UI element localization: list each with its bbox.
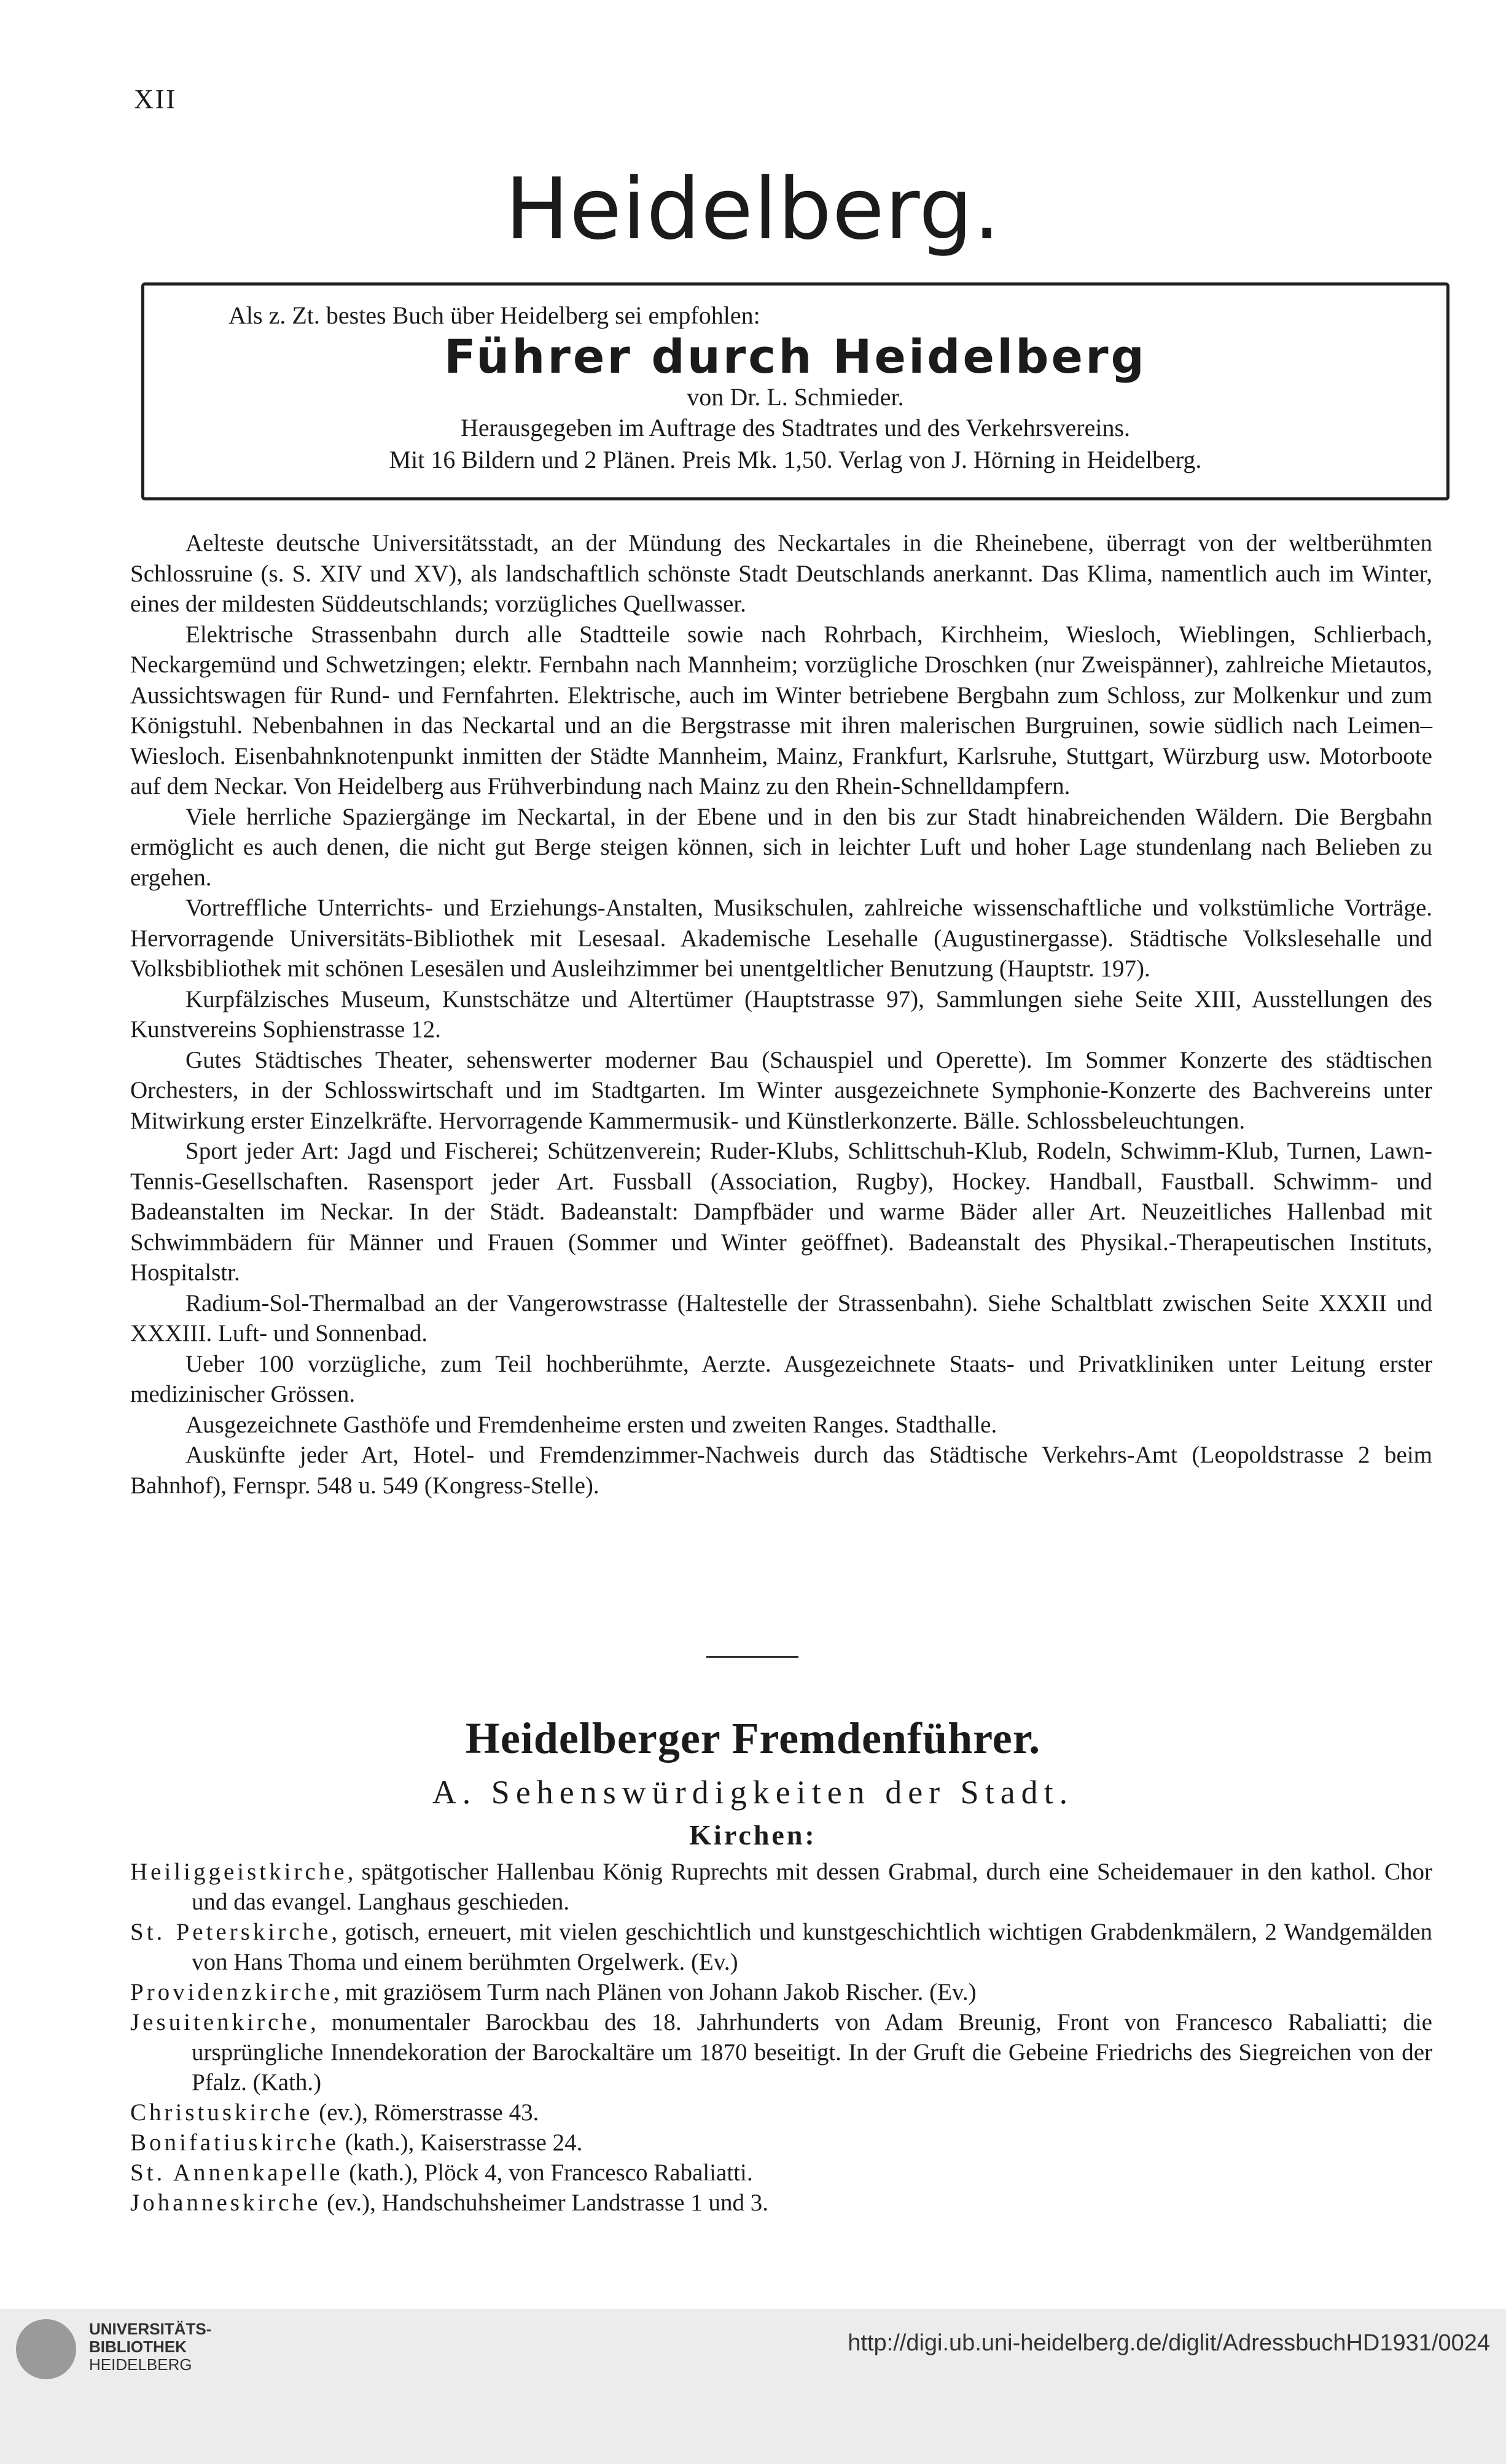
church-name: Johanneskirche xyxy=(130,2190,321,2216)
paragraph: Elektrische Strassenbahn durch alle Stadtteile sowie nach Rohrbach, Kirchheim, Wiesloch, Wieblingen, Schlierbach, Neckargemünd und Schwetzingen; elektr. Fernbahn nach Mannheim; vorzügliche Droschken (nur Zweispänner), zahlreiche Mietautos, Aussichtswagen für Rund- und Fernfahrten. Elektrische, auch im Winter betriebene Bergbahn zum Schloss, zur Molkenkur und zum Königstuhl. Nebenbahnen in das Neckartal und an die Bergstrasse mit ihren malerischen Burgruinen, sowie südlich nach Leimen–Wiesloch. Eisenbahnknotenpunkt inmitten der Städte Mannheim, Mainz, Frankfurt, Karlsruhe, Stuttgart, Würzburg usw. Motorboote auf dem Neckar. Von Heidelberg aus Frühverbindung nach Mainz zu den Rhein-Schnelldampfern. xyxy=(130,621,1432,799)
paragraph: Radium-Sol-Thermalbad an der Vangerowstrasse (Haltestelle der Strassenbahn). Siehe Schaltblatt zwischen Seite XXXII und XXXIII. Luft- und Sonnenbad. xyxy=(130,1289,1432,1347)
list-item xyxy=(130,1857,1432,1917)
library-city: HEIDELBERG xyxy=(89,2355,192,2374)
section-heading: A. Sehenswürdigkeiten der Stadt. xyxy=(432,1774,1074,1811)
list-item xyxy=(130,2128,1432,2158)
ad-book-title: Führer durch Heidelberg xyxy=(444,329,1147,384)
church-description: , spätgotischer Hallenbau König Ruprechts mit dessen Grabmal, durch eine Scheidemauer in den kathol. Chor und das evangel. Langhaus geschieden. xyxy=(192,1859,1432,1915)
list-item xyxy=(130,1917,1432,1977)
church-list xyxy=(130,1857,1432,2218)
church-name: St. Peterskirche xyxy=(130,1919,332,1945)
church-name: St. Annenkapelle xyxy=(130,2159,343,2186)
church-name: Providenzkirche xyxy=(130,1979,334,2005)
paragraph: Auskünfte jeder Art, Hotel- und Fremdenzimmer-Nachweis durch das Städtische Verkehrs-Amt (Leopoldstrasse 2 beim Bahnhof), Fernspr. 548 u. 549 (Kongress-Stelle). xyxy=(130,1442,1432,1499)
book-advertisement xyxy=(141,282,1449,500)
ad-author: von Dr. L. Schmieder. xyxy=(687,383,904,411)
library-name-line: BIBLIOTHEK xyxy=(89,2338,187,2356)
church-description: , gotisch, erneuert, mit vielen geschichtlich und kunstgeschichtlich wichtigen Grabdenkmälern, 2 Wandgemälden von Hans Thoma und einem berühmten Orgelwerk. (Ev.) xyxy=(192,1919,1432,1975)
page-title: Heidelberg. xyxy=(505,160,1001,258)
list-item xyxy=(130,2158,1432,2188)
list-item xyxy=(130,2007,1432,2097)
church-description: , monumentaler Barockbau des 18. Jahrhunderts von Adam Breunig, Front von Francesco Rabaliatti; die ursprüngliche Innendekoration der Barockaltäre um 1870 beseitigt. In der Gruft die Gebeine Friedrichs des Siegreichen von der Pfalz. (Kath.) xyxy=(192,2009,1432,2096)
church-description: (ev.), Römerstrasse 43. xyxy=(313,2099,539,2126)
paragraph: Ausgezeichnete Gasthöfe und Fremdenheime ersten und zweiten Ranges. Stadthalle. xyxy=(185,1411,997,1438)
church-description: (kath.), Plöck 4, von Francesco Rabaliatti. xyxy=(343,2159,753,2186)
church-name: Jesuitenkirche xyxy=(130,2009,311,2035)
list-item xyxy=(130,1977,1432,2007)
paragraph: Viele herrliche Spaziergänge im Neckartal, in der Ebene und in den bis zur Stadt hinabreichenden Wäldern. Die Bergbahn ermöglicht es auch denen, die nicht gut Berge steigen können, sich in leichter Luft und hoher Lage stundenlang nach Belieben zu ergehen. xyxy=(130,803,1432,891)
list-item xyxy=(130,2188,1432,2218)
ad-details: Mit 16 Bildern und 2 Plänen. Preis Mk. 1,50. Verlag von J. Hörning in Heidelberg. xyxy=(389,446,1202,473)
university-seal-icon xyxy=(16,2319,76,2379)
library-name xyxy=(89,2320,211,2374)
guide-title: Heidelberger Fremdenführer. xyxy=(465,1714,1041,1763)
church-description: (kath.), Kaiserstrasse 24. xyxy=(338,2129,583,2156)
church-name: Heiliggeistkirche xyxy=(130,1859,348,1885)
city-description xyxy=(130,528,1432,1501)
group-heading: Kirchen: xyxy=(689,1819,817,1851)
church-name: Christuskirche xyxy=(130,2099,313,2126)
list-item xyxy=(130,2097,1432,2128)
paragraph: Aelteste deutsche Universitätsstadt, an der Mündung des Neckartales in die Rheinebene, überragt von der weltberühmten Schlossruine (s. S. XIV und XV), als landschaftlich schönste Stadt Deutschlands anerkannt. Das Klima, namentlich auch im Winter, eines der mildesten Süddeutschlands; vorzügliches Quellwasser. xyxy=(130,530,1432,617)
paragraph: Sport jeder Art: Jagd und Fischerei; Schützenverein; Ruder-Klubs, Schlittschuh-Klub, Rodeln, Schwimm-Klub, Turnen, Lawn-Tennis-Gesellschaften. Rasensport jeder Art. Fussball (Association, Rugby), Hockey. Handball, Faustball. Schwimm- und Badeanstalten im Neckar. In der Städt. Badeanstalt: Dampfbäder und warme Bäder aller Art. Neuzeitliches Hallenbad mit Schwimmbädern für Männer und Frauen (Sommer und Winter geöffnet). Badeanstalt des Physikal.-Therapeutischen Instituts, Hospitalstr. xyxy=(130,1138,1432,1286)
church-description: (ev.), Handschuhsheimer Landstrasse 1 und 3. xyxy=(321,2190,768,2216)
section-divider xyxy=(706,1656,798,1658)
church-name: Bonifatiuskirche xyxy=(130,2129,339,2156)
library-name-line: UNIVERSITÄTS- xyxy=(89,2320,212,2338)
source-url-link[interactable]: http://digi.ub.uni-heidelberg.de/diglit/AdressbuchHD1931/0024 xyxy=(848,2330,1490,2356)
page-number: XII xyxy=(134,84,178,114)
ad-intro: Als z. Zt. bestes Buch über Heidelberg sei empfohlen: xyxy=(228,301,760,329)
ad-publisher: Herausgegeben im Auftrage des Stadtrates und des Verkehrsvereins. xyxy=(460,414,1131,441)
paragraph: Ueber 100 vorzügliche, zum Teil hochberühmte, Aerzte. Ausgezeichnete Staats- und Privatkliniken unter Leitung erster medizinischer Grössen. xyxy=(130,1350,1432,1407)
paragraph: Kurpfälzisches Museum, Kunstschätze und Altertümer (Hauptstrasse 97), Sammlungen siehe Seite XIII, Ausstellungen des Kunstvereins Sophienstrasse 12. xyxy=(130,985,1432,1043)
library-footer xyxy=(0,2309,1506,2464)
paragraph: Gutes Städtisches Theater, sehenswerter moderner Bau (Schauspiel und Operette). Im Sommer Konzerte des städtischen Orchesters, in der Schlosswirtschaft und im Stadtgarten. Im Winter ausgezeichnete Symphonie-Konzerte des Bachvereins unter Mitwirkung erster Einzelkräfte. Hervorragende Kammermusik- und Künstlerkonzerte. Bälle. Schlossbeleuchtungen. xyxy=(130,1046,1432,1134)
church-description: , mit graziösem Turm nach Plänen von Johann Jakob Rischer. (Ev.) xyxy=(333,1979,977,2005)
paragraph: Vortreffliche Unterrichts- und Erziehungs-Anstalten, Musikschulen, zahlreiche wissenschaftliche und volkstümliche Vorträge. Hervorragende Universitäts-Bibliothek mit Lesesaal. Akademische Lesehalle (Augustinergasse). Städtische Volkslesehalle und Volksbibliothek mit schönen Lesesälen und Ausleihzimmer bei unentgeltlicher Benutzung (Hauptstr. 197). xyxy=(130,895,1432,982)
